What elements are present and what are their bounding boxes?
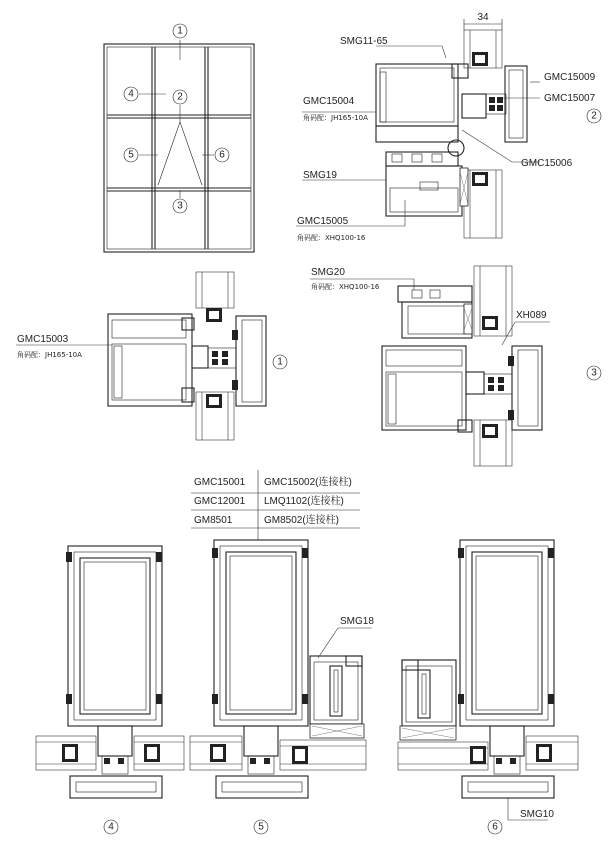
svg-text:3: 3: [177, 200, 183, 212]
section-2-marker: [587, 109, 601, 123]
label-gmc15005-corner: 角码配：XHQ100-16: [297, 234, 366, 242]
elevation-marker-2: [173, 90, 187, 104]
profile-legend-table: [191, 470, 360, 540]
section-5-detail: [190, 540, 374, 834]
svg-text:2: 2: [177, 91, 183, 103]
window-elevation: [104, 24, 254, 252]
section-4-detail: [36, 546, 184, 834]
svg-text:1: 1: [277, 356, 283, 368]
svg-text:6: 6: [219, 149, 225, 161]
label-gmc15007: GMC15007: [544, 93, 596, 104]
svg-text:6: 6: [492, 821, 498, 833]
svg-text:5: 5: [128, 149, 134, 161]
svg-text:4: 4: [108, 821, 114, 833]
label-xh089: XH089: [516, 310, 547, 321]
legend-row-2-right: LMQ1102(连接柱): [264, 496, 344, 507]
label-gmc15006: GMC15006: [521, 158, 573, 169]
section-3-detail: [310, 266, 601, 466]
svg-text:5: 5: [258, 821, 264, 833]
legend-row-3-left: GM8501: [194, 515, 233, 526]
section-5-marker: [254, 820, 268, 834]
elevation-marker-6: [215, 148, 229, 162]
section-1-detail: [16, 272, 287, 440]
label-gmc15004: GMC15004: [303, 96, 355, 107]
legend-row-3-right: GM8502(连接柱): [264, 515, 340, 526]
section-2-detail: [296, 12, 601, 242]
label-gmc15004-corner: 角码配：JH165-10A: [303, 114, 368, 122]
label-smg18: SMG18: [340, 616, 374, 627]
svg-text:4: 4: [128, 88, 134, 100]
label-gmc15003-corner: 角码配：JH165-10A: [17, 351, 82, 359]
section-6-detail: [398, 540, 578, 834]
svg-text:3: 3: [591, 367, 597, 379]
label-smg19: SMG19: [303, 170, 337, 181]
elevation-marker-1: [173, 24, 187, 38]
svg-text:1: 1: [177, 25, 183, 37]
section-4-marker: [104, 820, 118, 834]
label-smg10: SMG10: [520, 809, 554, 820]
elevation-marker-5: [124, 148, 138, 162]
legend-row-1-left: GMC15001: [194, 477, 246, 488]
svg-text:2: 2: [591, 110, 597, 122]
elevation-marker-4: [124, 87, 138, 101]
section-1-marker: [273, 355, 287, 369]
legend-row-1-right: GMC15002(连接柱): [264, 477, 352, 488]
section-6-marker: [488, 820, 502, 834]
label-gmc15009: GMC15009: [544, 72, 596, 83]
section-3-marker: [587, 366, 601, 380]
elevation-marker-3: [173, 199, 187, 213]
label-gmc15003: GMC15003: [17, 334, 69, 345]
label-smg20-corner: 角码配：XHQ100-16: [311, 283, 380, 291]
svg-text:34: 34: [477, 12, 489, 23]
legend-row-2-left: GMC12001: [194, 496, 246, 507]
label-smg20: SMG20: [311, 267, 345, 278]
label-gmc15005: GMC15005: [297, 216, 349, 227]
label-smg11-65: SMG11-65: [340, 36, 388, 47]
dimension-34: [464, 12, 502, 30]
